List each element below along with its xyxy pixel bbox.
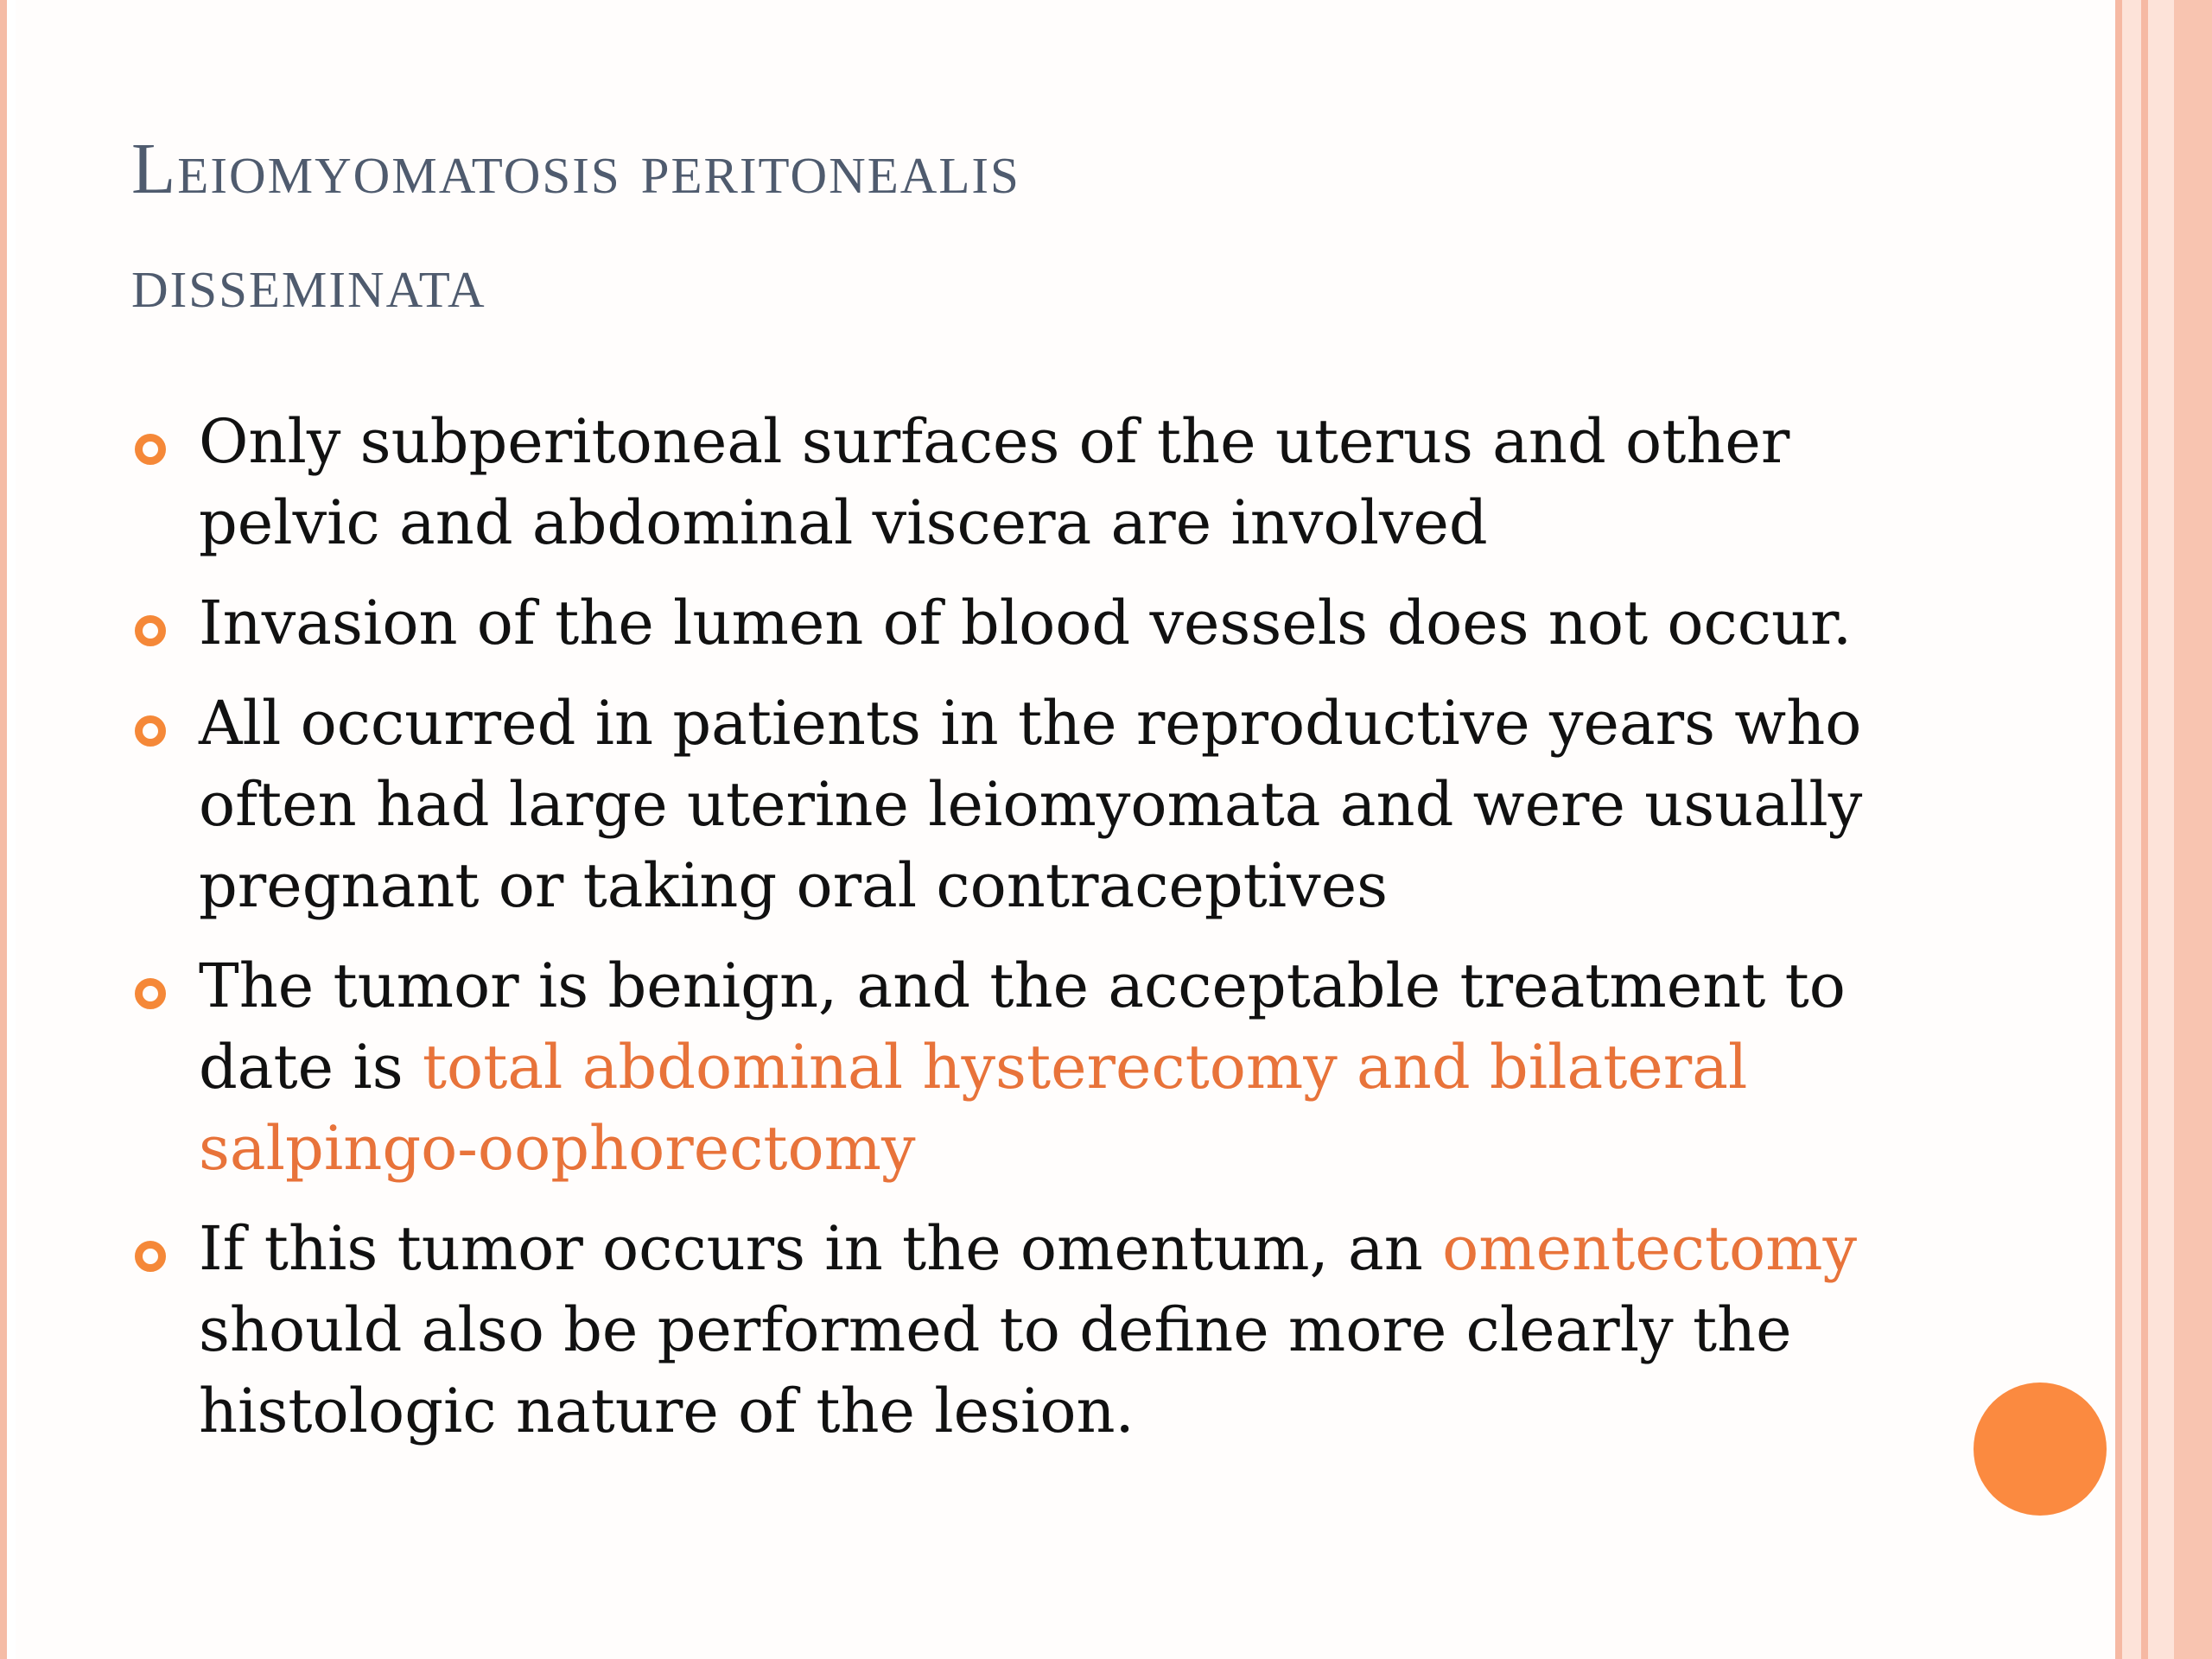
ring-bullet-icon	[135, 715, 166, 747]
ring-bullet-icon	[135, 1241, 166, 1272]
bullet-item	[131, 683, 1972, 926]
right-border-band	[2148, 0, 2174, 1659]
right-border-band	[2122, 0, 2141, 1659]
ring-bullet-icon	[135, 434, 166, 465]
ring-bullet-icon	[135, 978, 166, 1009]
bullet-item	[131, 1208, 1972, 1452]
bullet-item	[131, 945, 1972, 1189]
highlighted-procedure: total abdominal hysterectomy and bilateral salpingo-oophorectomy	[199, 1032, 1748, 1184]
bullet-list	[131, 401, 1972, 1471]
bullet-text: If this tumor occurs in the omentum, an	[199, 1213, 1443, 1284]
left-border-stripe	[0, 0, 16, 1659]
highlighted-procedure: omentectomy	[1442, 1213, 1858, 1284]
right-border-band	[2115, 0, 2122, 1659]
bullet-item	[131, 582, 1972, 664]
right-border-band	[2174, 0, 2212, 1659]
right-border-band	[2141, 0, 2148, 1659]
decorative-orange-circle	[1974, 1382, 2107, 1516]
slide-title-line-1: Leiomyomatosis peritonealis	[131, 129, 1020, 209]
slide-title-line-2: disseminata	[131, 243, 486, 323]
bullet-text-after: should also be performed to define more clearly the histologic nature of the lesion.	[199, 1294, 1792, 1446]
bullet-text: All occurred in patients in the reproductive years who often had large uterine leiomyomata and were usually pregnant or taking oral contraceptives	[199, 688, 1863, 921]
bullet-item	[131, 401, 1972, 563]
slide-title	[131, 112, 2032, 340]
bullet-text: Only subperitoneal surfaces of the uterus and other pelvic and abdominal viscera are involved	[199, 406, 1790, 558]
bullet-text: Invasion of the lumen of blood vessels does not occur.	[199, 588, 1853, 658]
bullet-text: The tumor is benign, and the acceptable treatment to date is	[199, 950, 1846, 1103]
ring-bullet-icon	[135, 615, 166, 646]
